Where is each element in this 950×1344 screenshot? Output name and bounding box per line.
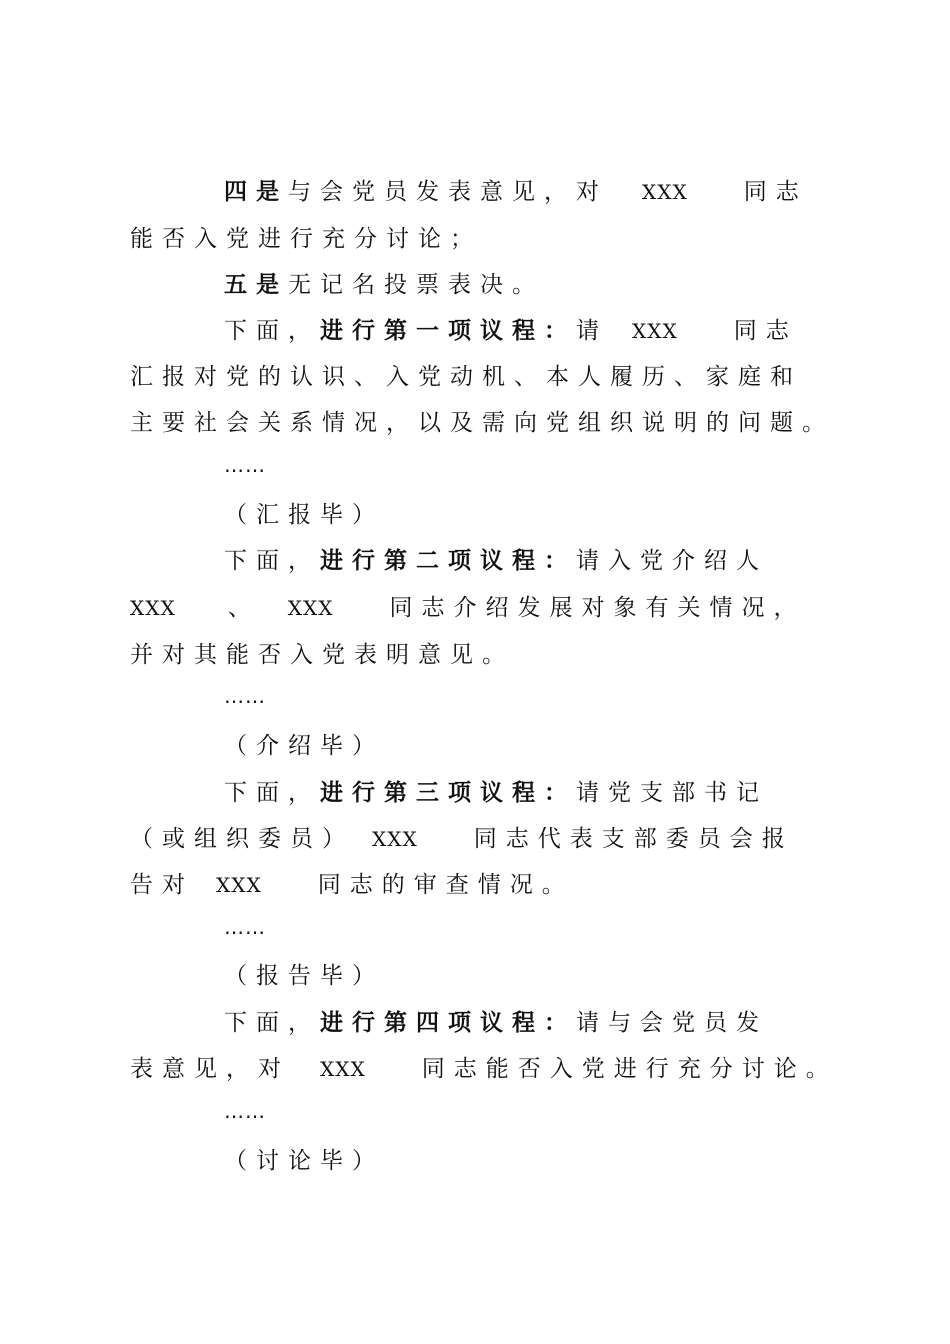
agenda-four-text: 请与会党员发 — [576, 1010, 768, 1036]
item-five-label: 五是 — [224, 272, 288, 298]
agenda-two-title: 进行第二项议程： — [320, 548, 576, 574]
item-four-text: 与会党员发表意见，对 — [288, 179, 608, 205]
item-four-label: 四是 — [224, 179, 288, 205]
placeholder-name: XXX — [372, 827, 418, 851]
placeholder-name: XXX — [130, 596, 176, 620]
agenda-three-continuation-2a: 告对 — [130, 872, 194, 898]
agenda-two-cont1 — [130, 593, 805, 623]
agenda-one-title: 进行第一项议程： — [320, 318, 576, 344]
end-note-1: （汇报毕） — [224, 502, 384, 528]
agenda-three — [224, 778, 768, 808]
ellipsis-1: …… — [224, 453, 266, 477]
paragraph-item-five — [224, 270, 544, 300]
agenda-one-continuation-2: 主要社会关系情况，以及需向党组织说明的问题。 — [130, 410, 834, 436]
agenda-one-cont1 — [130, 362, 802, 392]
agenda-one-lead: 下面， — [224, 318, 320, 344]
item-four-text-end: 同志 — [743, 179, 808, 205]
agenda-three-continuation-1b: 同志代表支部委员会报 — [473, 826, 794, 852]
ellipsis-4: …… — [224, 1099, 266, 1123]
paragraph-item-four — [224, 177, 808, 207]
paragraph-item-four-cont — [130, 224, 482, 254]
agenda-four — [224, 1008, 768, 1038]
agenda-four-continuation-1a: 表意见，对 — [130, 1056, 290, 1082]
placeholder-name: XXX — [642, 180, 688, 204]
placeholder-name: XXX — [287, 596, 334, 620]
agenda-one-cont2 — [130, 408, 834, 438]
ellipsis-3: …… — [224, 915, 266, 939]
end-note-2: （介绍毕） — [224, 733, 384, 759]
agenda-three-lead: 下面， — [224, 780, 320, 806]
agenda-two-continuation: 并对其能否入党表明意见。 — [130, 642, 514, 668]
agenda-one-text-end: 同志 — [733, 318, 798, 344]
agenda-four-cont1 — [130, 1054, 838, 1084]
end-note-3: （报告毕） — [224, 963, 384, 989]
placeholder-name: XXX — [632, 319, 678, 343]
agenda-one-text: 请 — [576, 318, 608, 344]
ellipsis-2: …… — [224, 684, 266, 708]
agenda-three-text: 请党支部书记 — [576, 780, 768, 806]
agenda-three-cont2 — [130, 870, 574, 900]
agenda-three-continuation-2b: 同志的审查情况。 — [317, 872, 574, 898]
placeholder-name: XXX — [320, 1057, 366, 1081]
agenda-two-cont2 — [130, 640, 514, 670]
agenda-four-title: 进行第四项议程： — [320, 1010, 576, 1036]
agenda-two-text: 请入党介绍人 — [576, 548, 768, 574]
agenda-two — [224, 546, 768, 576]
agenda-four-lead: 下面， — [224, 1010, 320, 1036]
item-five-text: 无记名投票表决。 — [288, 272, 544, 298]
end-note-4: （讨论毕） — [224, 1148, 384, 1174]
agenda-three-continuation-1a: （或组织委员） — [130, 826, 354, 852]
separator: 、 — [227, 595, 260, 621]
agenda-two-lead: 下面， — [224, 548, 320, 574]
agenda-one — [224, 316, 798, 346]
item-four-continuation: 能否入党进行充分讨论； — [130, 226, 482, 252]
agenda-two-text-end: 同志介绍发展对象有关情况， — [389, 595, 806, 621]
placeholder-name: XXX — [216, 873, 262, 897]
agenda-one-continuation-1: 汇报对党的认识、入党动机、本人履历、家庭和 — [130, 364, 802, 390]
agenda-three-cont1 — [130, 824, 794, 854]
agenda-three-title: 进行第三项议程： — [320, 780, 576, 806]
agenda-four-continuation-1b: 同志能否入党进行充分讨论。 — [421, 1056, 838, 1082]
